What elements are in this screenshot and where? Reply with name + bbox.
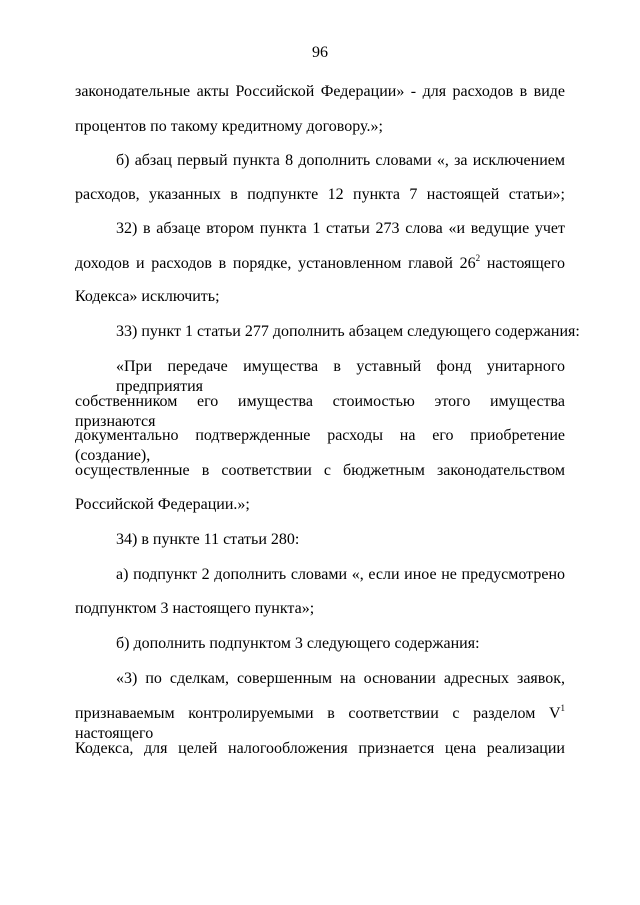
text-line: а) подпункт 2 дополнить словами «, если иное не предусмотрено: [116, 566, 565, 583]
text-fragment: признаваемым контролируемыми в соответствии с разделом V: [75, 705, 561, 722]
text-line: Российской Федерации.»;: [75, 496, 250, 513]
text-line: Кодекса, для целей налогообложения признается цена реализации: [75, 740, 565, 757]
text-line: осуществленные в соответствии с бюджетным законодательством: [75, 462, 565, 479]
text-line: «При передаче имущества в уставный фонд унитарного предприятия: [116, 358, 565, 395]
superscript: 2: [475, 253, 481, 263]
text-line: Кодекса» исключить;: [75, 288, 220, 305]
text-fragment: настоящего: [75, 725, 154, 742]
text-line: [75, 704, 565, 744]
text-fragment: настоящего: [486, 255, 565, 272]
superscript: 1: [560, 703, 565, 713]
text-line: процентов по такому кредитному договору.»;: [75, 118, 383, 135]
text-line: расходов, указанных в подпункте 12 пункта 7 настоящей статьи»;: [75, 186, 565, 203]
text-line: [75, 254, 565, 274]
text-line: б) дополнить подпунктом 3 следующего содержания:: [116, 635, 480, 652]
text-line: 32) в абзаце втором пункта 1 статьи 273 слова «и ведущие учет: [116, 220, 565, 237]
text-line: б) абзац первый пункта 8 дополнить словами «, за исключением: [116, 152, 565, 169]
page-number: 96: [312, 44, 328, 61]
text-line: собственником его имущества стоимостью этого имущества признаются: [75, 393, 565, 430]
text-line: «3) по сделкам, совершенным на основании адресных заявок,: [116, 670, 565, 687]
text-line: 33) пункт 1 статьи 277 дополнить абзацем следующего содержания:: [116, 323, 580, 340]
text-line: документально подтвержденные расходы на его приобретение (создание),: [75, 427, 565, 464]
text-line: подпунктом 3 настоящего пункта»;: [75, 600, 315, 617]
text-line: законодательные акты Российской Федерации» - для расходов в виде: [75, 83, 565, 100]
text-line: 34) в пункте 11 статьи 280:: [116, 531, 300, 548]
text-fragment: доходов и расходов в порядке, установленном главой 26: [75, 255, 476, 272]
